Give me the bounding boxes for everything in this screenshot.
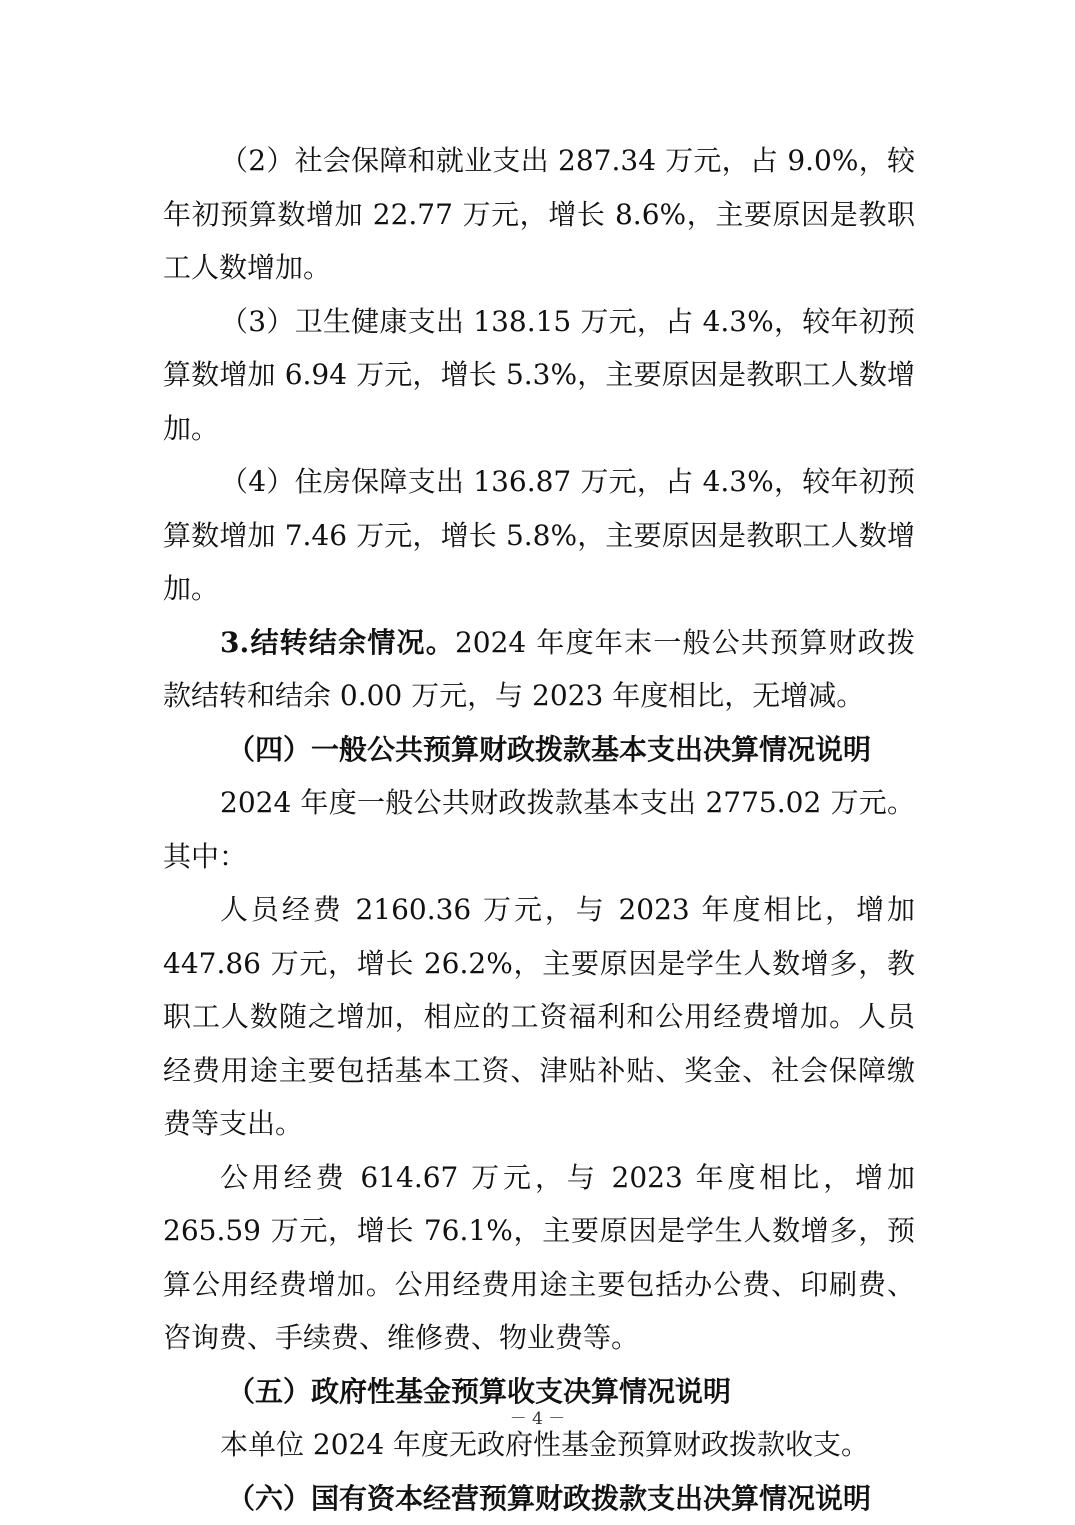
paragraph-government-fund: 本单位 2024 年度无政府性基金预算财政拨款收支。 — [163, 1418, 915, 1472]
paragraph-basic-expenditure: 2024 年度一般公共财政拨款基本支出 2775.02 万元。其中： — [163, 776, 915, 883]
carryover-lead: 3.结转结余情况。 — [220, 626, 455, 659]
carryover-text: 2024 年度年末一般公共预算财政拨款结转和结余 0.00 万元，与 2023 年度相比，无增减。 — [163, 626, 915, 713]
paragraph-social-security: （2）社会保障和就业支出 287.34 万元，占 9.0%，较年初预算数增加 22.77 万元，增长 8.6%，主要原因是教职工人数增加。 — [163, 134, 915, 295]
page-number: － 4 － — [0, 1404, 1075, 1429]
section-heading-government-fund: （五）政府性基金预算收支决算情况说明 — [163, 1365, 915, 1419]
paragraph-housing: （4）住房保障支出 136.87 万元，占 4.3%，较年初预算数增加 7.46 万元，增长 5.8%，主要原因是教职工人数增加。 — [163, 455, 915, 616]
paragraph-personnel-costs: 人员经费 2160.36 万元，与 2023 年度相比，增加 447.86 万元，增长 26.2%，主要原因是学生人数增多，教职工人数随之增加，相应的工资福利和公用经费增加。人员经费用途主要包括基本工资、津贴补贴、奖金、社会保障缴费等支出。 — [163, 883, 915, 1151]
paragraph-carryover — [163, 616, 915, 723]
section-heading-state-capital: （六）国有资本经营预算财政拨款支出决算情况说明 — [163, 1472, 915, 1525]
section-heading-basic-expenditure: （四）一般公共预算财政拨款基本支出决算情况说明 — [163, 723, 915, 777]
paragraph-health: （3）卫生健康支出 138.15 万元，占 4.3%，较年初预算数增加 6.94 万元，增长 5.3%，主要原因是教职工人数增加。 — [163, 295, 915, 456]
paragraph-public-costs: 公用经费 614.67 万元，与 2023 年度相比，增加 265.59 万元，增长 76.1%，主要原因是学生人数增多，预算公用经费增加。公用经费用途主要包括办公费、印刷费、咨询费、手续费、维修费、物业费等。 — [163, 1151, 915, 1365]
document-body — [163, 134, 915, 1525]
